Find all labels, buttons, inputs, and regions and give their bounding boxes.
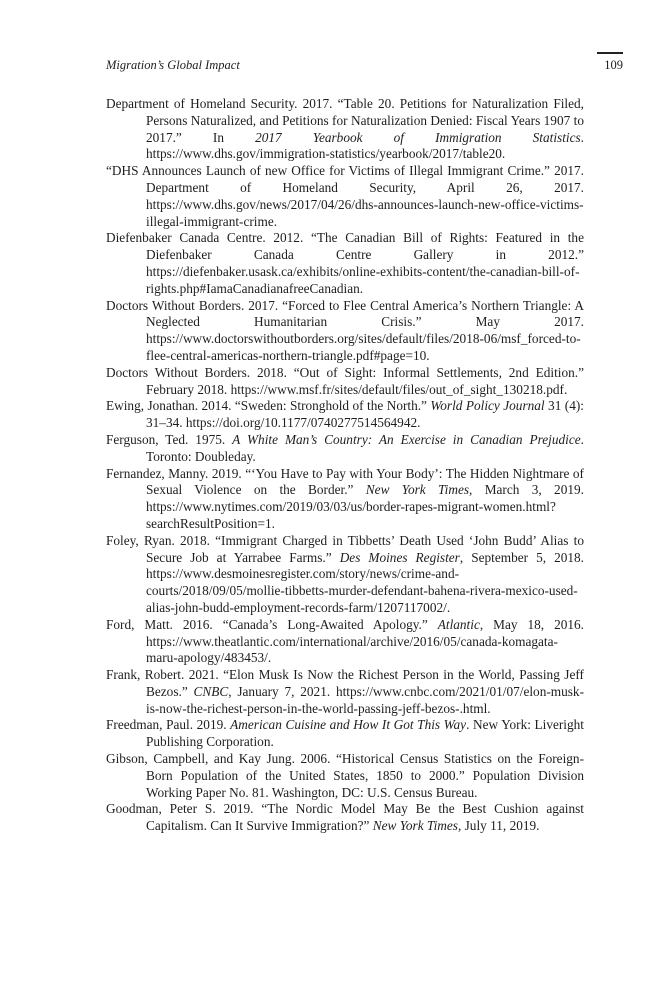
publication-title: American Cuisine and How It Got This Way	[230, 717, 467, 733]
reference-entry: Goodman, Peter S. 2019. “The Nordic Model May Be the Best Cushion against Capitalism. Can It Survive Immigration?” New York Times, July 11, 2019.	[106, 801, 584, 834]
reference-entry: Gibson, Campbell, and Kay Jung. 2006. “Historical Census Statistics on the Foreign-Born Population of the United States, 1850 to 2000.” Population Division Working Paper No. 81. Washington, DC: U.S. Census Bureau.	[106, 751, 584, 800]
reference-entry: Ferguson, Ted. 1975. A White Man’s Country: An Exercise in Canadian Prejudice. Toronto: Doubleday.	[106, 431, 584, 464]
reference-entry: “DHS Announces Launch of new Office for Victims of Illegal Immigrant Crime.” 2017. Department of Homeland Security, April 26, 2017. https://www.dhs.gov/news/2017/04/26/dhs-announces-launch-new-office-victims-illegal-immigrant-crime.	[106, 163, 584, 229]
reference-list	[106, 96, 584, 835]
publication-title: A White Man’s Country: An Exercise in Canadian Prejudice	[232, 431, 581, 447]
publication-title: Atlantic	[437, 616, 480, 632]
reference-entry: Department of Homeland Security. 2017. “Table 20. Petitions for Naturalization Filed, Persons Naturalized, and Petitions for Naturalization Denied: Fiscal Years 1907 to 2017.” In 2017 Yearbook of Immigration Statistics. https://www.dhs.gov/immigration-statistics/yearbook/2017/table20.	[106, 96, 584, 162]
reference-entry: Ford, Matt. 2016. “Canada’s Long-Awaited Apology.” Atlantic, May 18, 2016. https://www.theatlantic.com/international/archive/2016/05/canada-komagata-maru-apology/483453/.	[106, 616, 585, 666]
reference-entry: Ewing, Jonathan. 2014. “Sweden: Stronghold of the North.” World Policy Journal 31 (4): 31–34. https://doi.org/10.1177/0740277514564942.	[106, 398, 584, 431]
publication-title: Des Moines Register	[339, 549, 460, 565]
page-number-rule	[597, 52, 623, 54]
reference-entry: Doctors Without Borders. 2017. “Forced to Flee Central America’s Northern Triangle: A Neglected Humanitarian Crisis.” May 2017. https://www.doctorswithoutborders.org/sites/default/files/2018-06/msf_forced-to-flee-central-americas-northern-triangle.pdf#page=10.	[106, 297, 584, 363]
reference-entry: Diefenbaker Canada Centre. 2012. “The Canadian Bill of Rights: Featured in the Diefenbaker Canada Centre Gallery in 2012.” https://diefenbaker.usask.ca/exhibits/online-exhibits-content/the-canadian-bill-of-rights.php#IamaCanadianafreeCanadian.	[106, 230, 584, 296]
running-head: Migration’s Global Impact	[106, 58, 240, 72]
publication-title: New York Times	[372, 818, 458, 834]
reference-entry: Foley, Ryan. 2018. “Immigrant Charged in Tibbetts’ Death Used ‘John Budd’ Alias to Secure Job at Yarrabee Farms.” Des Moines Register, September 5, 2018. https://www.desmoinesregister.com/story/news/crime-and-courts/2018/09/05/mollie-tibbetts-murder-defendant-bahena-rivera-mexico-used-alias-john-budd-employment-records-farm/1207117002/.	[106, 532, 584, 615]
reference-entry: Frank, Robert. 2021. “Elon Musk Is Now the Richest Person in the World, Passing Jeff Bezos.” CNBC, January 7, 2021. https://www.cnbc.com/2021/01/07/elon-musk-is-now-the-richest-person-in-the-world-passing-jeff-bezos-.html.	[106, 667, 585, 716]
reference-entry: Fernandez, Manny. 2019. “‘You Have to Pay with Your Body’: The Hidden Nightmare of Sexual Violence on the Border.” New York Times, March 3, 2019. https://www.nytimes.com/2019/03/03/us/border-rapes-migrant-women.html?searchResultPosition=1.	[106, 465, 584, 531]
publication-title: 2017 Yearbook of Immigration Statistics	[255, 129, 581, 145]
reference-entry: Doctors Without Borders. 2018. “Out of Sight: Informal Settlements, 2nd Edition.” February 2018. https://www.msf.fr/sites/default/files/out_of_sight_130218.pdf.	[106, 364, 584, 397]
publication-title: New York Times	[365, 482, 470, 498]
publication-title: World Policy Journal	[430, 398, 545, 414]
page-number: 109	[604, 58, 623, 72]
reference-entry: Freedman, Paul. 2019. American Cuisine and How It Got This Way. New York: Liveright Publishing Corporation.	[106, 717, 584, 750]
publication-title: CNBC	[193, 683, 229, 699]
